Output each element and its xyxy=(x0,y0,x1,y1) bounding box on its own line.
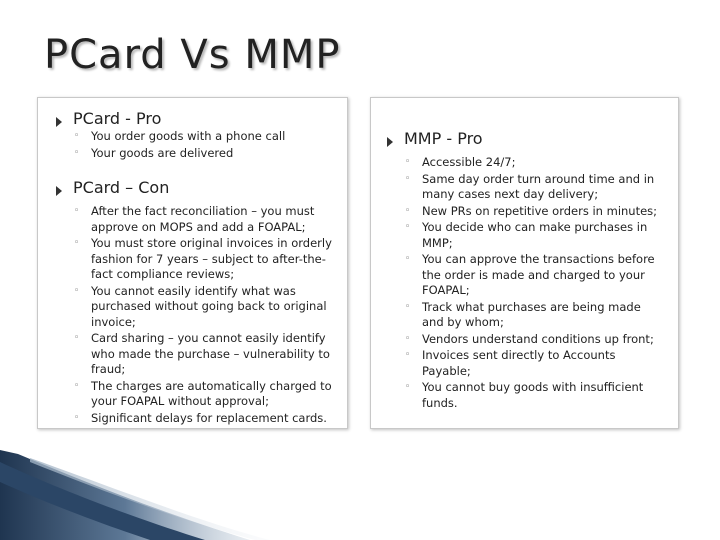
decorative-swoosh xyxy=(0,450,720,540)
circle-bullet-icon: ◦ xyxy=(74,333,80,343)
list-item-text: You cannot easily identify what was purchased without going back to original invoice; xyxy=(91,283,327,329)
triangle-bullet-icon xyxy=(56,186,62,196)
list-item xyxy=(405,204,663,220)
slide-title: PCard Vs MMP xyxy=(44,32,341,78)
list-item-text: You must store original invoices in orderly fashion for 7 years – subject to after-the-fact compliance reviews; xyxy=(91,236,332,281)
circle-bullet-icon: ◦ xyxy=(74,412,80,423)
list-item-text: Vendors understand conditions up front; xyxy=(422,331,654,346)
circle-bullet-icon: ◦ xyxy=(405,157,411,167)
list-item-text: Your goods are delivered xyxy=(91,145,234,160)
mmp-pro-heading: MMP - Pro xyxy=(404,129,483,148)
circle-bullet-icon: ◦ xyxy=(74,238,80,248)
list-item xyxy=(405,252,663,299)
list-item xyxy=(405,172,663,203)
list-item-text: The charges are automatically charged to your FOAPAL without approval; xyxy=(91,378,332,408)
list-item xyxy=(74,146,332,162)
list-item xyxy=(74,236,336,283)
list-item xyxy=(405,348,663,379)
list-item-text: You can approve the transactions before the order is made and charged to your FOAPAL; xyxy=(422,252,655,297)
circle-bullet-icon: ◦ xyxy=(405,222,411,232)
list-item xyxy=(74,129,332,145)
list-item xyxy=(405,300,663,331)
list-item-text: Invoices sent directly to Accounts Payable; xyxy=(422,348,616,378)
list-item-text: Track what purchases are being made and by whom; xyxy=(422,299,641,329)
list-item-text: Significant delays for replacement cards. xyxy=(91,410,327,425)
list-item xyxy=(74,411,336,427)
list-item xyxy=(405,380,663,411)
pcard-con-heading: PCard – Con xyxy=(73,178,170,197)
pcard-pro-heading: PCard - Pro xyxy=(73,109,162,128)
triangle-bullet-icon xyxy=(387,137,393,147)
list-item-text: You cannot buy goods with insufficient funds. xyxy=(422,380,644,410)
list-item xyxy=(74,379,336,410)
list-item xyxy=(405,155,663,171)
list-item-text: Card sharing – you cannot easily identify who made the purchase – vulnerability to fraud; xyxy=(91,331,330,376)
circle-bullet-icon: ◦ xyxy=(405,205,411,216)
mmp-pro-list xyxy=(405,155,663,412)
circle-bullet-icon: ◦ xyxy=(405,173,411,184)
list-item-text: After the fact reconciliation – you must approve on MOPS and add a FOAPAL; xyxy=(91,204,315,234)
pcard-pro-list xyxy=(74,129,332,162)
list-item xyxy=(74,204,336,235)
circle-bullet-icon: ◦ xyxy=(405,254,411,264)
list-item xyxy=(74,284,336,331)
circle-bullet-icon: ◦ xyxy=(74,147,80,158)
list-item xyxy=(74,331,336,378)
list-item-text: You order goods with a phone call xyxy=(91,129,286,143)
circle-bullet-icon: ◦ xyxy=(405,333,411,344)
list-item xyxy=(405,332,663,348)
circle-bullet-icon: ◦ xyxy=(74,206,80,216)
circle-bullet-icon: ◦ xyxy=(74,285,80,296)
list-item xyxy=(405,220,663,251)
list-item-text: Accessible 24/7; xyxy=(422,155,516,169)
circle-bullet-icon: ◦ xyxy=(74,131,80,141)
list-item-text: You decide who can make purchases in MMP; xyxy=(422,220,648,250)
circle-bullet-icon: ◦ xyxy=(405,350,411,360)
list-item-text: Same day order turn around time and in many cases next day delivery; xyxy=(422,171,655,201)
list-item-text: New PRs on repetitive orders in minutes; xyxy=(422,203,658,218)
circle-bullet-icon: ◦ xyxy=(405,382,411,392)
circle-bullet-icon: ◦ xyxy=(74,380,80,391)
circle-bullet-icon: ◦ xyxy=(405,301,411,312)
triangle-bullet-icon xyxy=(56,117,62,127)
pcard-con-list xyxy=(74,204,336,427)
